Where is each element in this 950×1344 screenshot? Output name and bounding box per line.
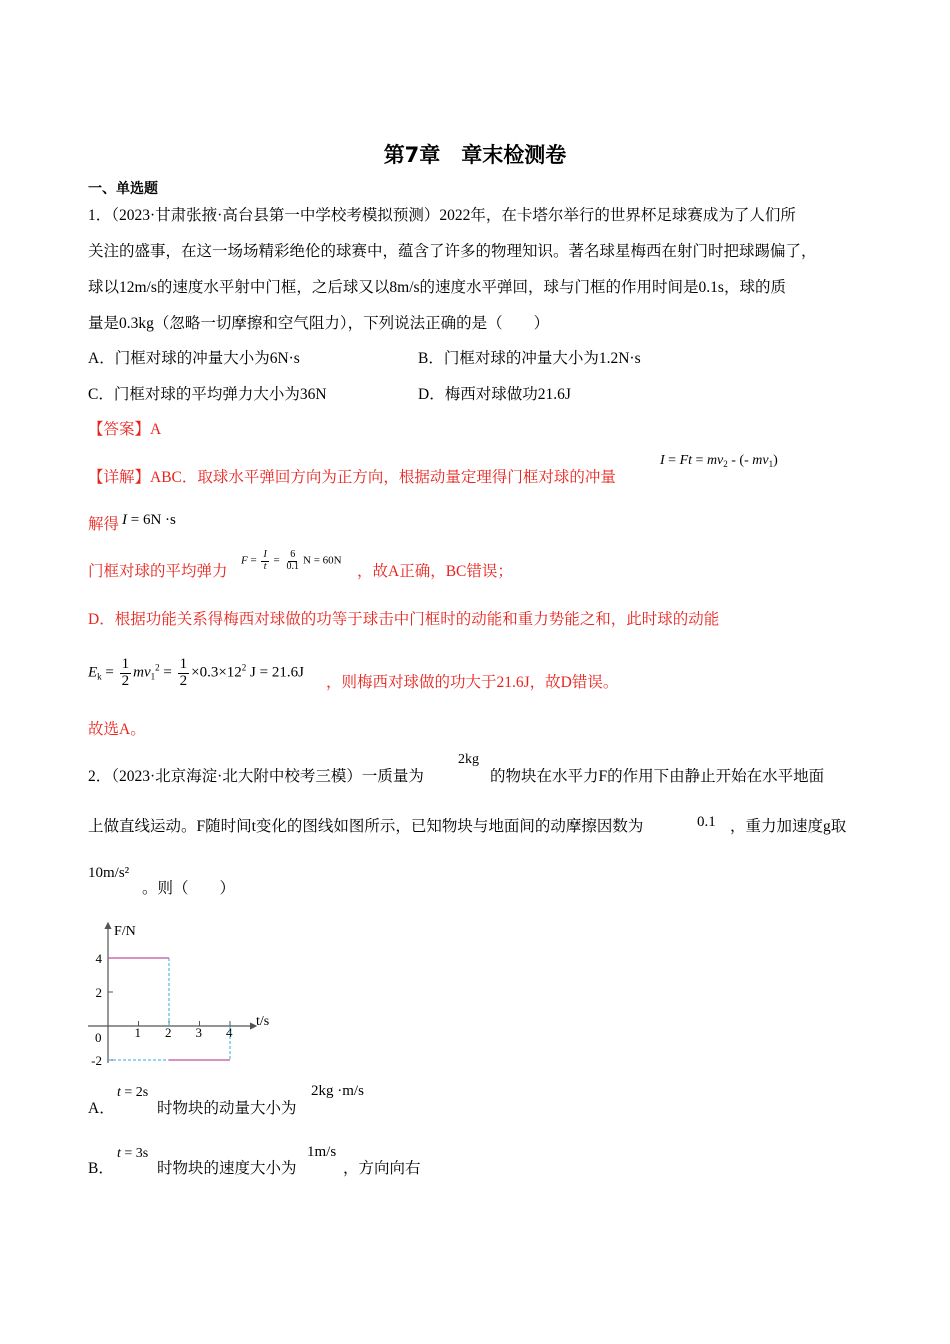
x-tick-label: 1 bbox=[134, 1025, 141, 1040]
y-tick-label: 4 bbox=[95, 951, 102, 966]
q1-option-b: B．门框对球的冲量大小为1.2N·s bbox=[418, 350, 641, 367]
q2-option-b-condition: t = 3s bbox=[117, 1146, 149, 1161]
y-tick-label: -2 bbox=[91, 1053, 102, 1065]
q2-option-b-middle: 时物块的速度大小为 bbox=[157, 1160, 297, 1177]
q1-detail-d: D．根据功能关系得梅西对球做的功等于球击中门框时的动能和重力势能之和，此时球的动能 bbox=[88, 611, 720, 628]
q1-line-2: 关注的盛事，在这一场场精彩绝伦的球赛中，蕴含了许多的物理知识。著名球星梅西在射门时把球踢偏了， bbox=[88, 243, 817, 260]
q2-g-text: 10m/s² bbox=[88, 865, 130, 881]
q1-force-prefix: 门框对球的平均弹力 bbox=[88, 563, 228, 580]
q2-option-b-prefix: B． bbox=[88, 1160, 114, 1177]
q2-line-2-suffix: ，重力加速度g取 bbox=[730, 818, 847, 835]
x-tick-label: 2 bbox=[165, 1025, 172, 1040]
q1-detail-line: 【详解】ABC．取球水平弹回方向为正方向，根据动量定理得门框对球的冲量 bbox=[88, 469, 616, 486]
q1-equation-force: F = $\frac{I}{t}$ = $\frac{6}{0.1}$ N = 60N bbox=[241, 549, 342, 572]
y-tick-label: 2 bbox=[95, 985, 102, 1000]
q2-g-value bbox=[88, 865, 129, 882]
q2-option-a-middle: 时物块的动量大小为 bbox=[157, 1100, 297, 1117]
y-axis-label: F/N bbox=[114, 924, 136, 939]
q2-line-3-suffix: 。则（ ） bbox=[142, 880, 236, 897]
q1-line-4: 量是0.3kg（忽略一切摩擦和空气阻力），下列说法正确的是（ ） bbox=[88, 315, 550, 332]
q1-equation-kinetic-energy: $E_k$ = $\frac{1}{2}$ $mv_1^2$ = $\frac{1}{2}$ $\times 0.3\times 12^2$ J = 21.6J bbox=[88, 656, 304, 689]
q1-conclusion: 故选A。 bbox=[88, 721, 146, 738]
x-axis-label: t/s bbox=[256, 1014, 270, 1029]
q2-option-a-prefix: A． bbox=[88, 1100, 115, 1117]
page-title: 第7章 章末检测卷 bbox=[383, 143, 567, 167]
q1-option-a: A．门框对球的冲量大小为6N·s bbox=[88, 350, 300, 367]
q2-mu: 0.1 bbox=[697, 814, 716, 830]
q1-answer: 【答案】A bbox=[88, 421, 162, 438]
x-tick-label: 4 bbox=[226, 1025, 233, 1040]
q1-equation-impulse: $I = Ft = mv_2$ - (- $mv_1$) bbox=[660, 453, 778, 469]
x-tick-label: 3 bbox=[195, 1025, 202, 1040]
q2-line-1-prefix: 2．（2023·北京海淀·北大附中校考三模）一质量为 bbox=[88, 768, 424, 785]
q2-option-a-condition: t = 2s bbox=[117, 1085, 149, 1100]
q1-solve-prefix: 解得 bbox=[88, 516, 120, 533]
q2-line-2-prefix: 上做直线运动。F随时间t变化的图线如图所示，已知物块与地面间的动摩擦因数为 bbox=[88, 818, 644, 835]
q2-option-b-suffix: ，方向向右 bbox=[343, 1160, 421, 1177]
force-time-chart bbox=[84, 915, 284, 1065]
q1-option-c: C．门框对球的平均弹力大小为36N bbox=[88, 386, 327, 403]
q2-option-b-value: 1m/s bbox=[307, 1144, 337, 1160]
origin-label: 0 bbox=[95, 1030, 102, 1045]
q1-equation-impulse-result: I = 6N ·s bbox=[122, 512, 176, 528]
q1-option-d: D．梅西对球做功21.6J bbox=[418, 386, 571, 403]
q2-option-a-value: 2kg ·m/s bbox=[311, 1083, 364, 1099]
section-heading: 一、单选题 bbox=[88, 181, 158, 197]
q1-line-1: 1．（2023·甘肃张掖·高台县第一中学校考模拟预测）2022年，在卡塔尔举行的世界杯足球赛成为了人们所 bbox=[88, 207, 796, 224]
q1-line-3: 球以12m/s的速度水平射中门框，之后球又以8m/s的速度水平弹回，球与门框的作用时间是0.1s，球的质 bbox=[88, 279, 786, 296]
q1-ek-suffix: ，则梅西对球做的功大于21.6J，故D错误。 bbox=[326, 674, 619, 691]
q2-line-1-suffix: 的物块在水平力F的作用下由静止开始在水平地面 bbox=[490, 768, 825, 785]
q1-force-suffix: ，故A正确，BC错误； bbox=[357, 563, 513, 580]
q2-mass: 2kg bbox=[458, 752, 479, 767]
